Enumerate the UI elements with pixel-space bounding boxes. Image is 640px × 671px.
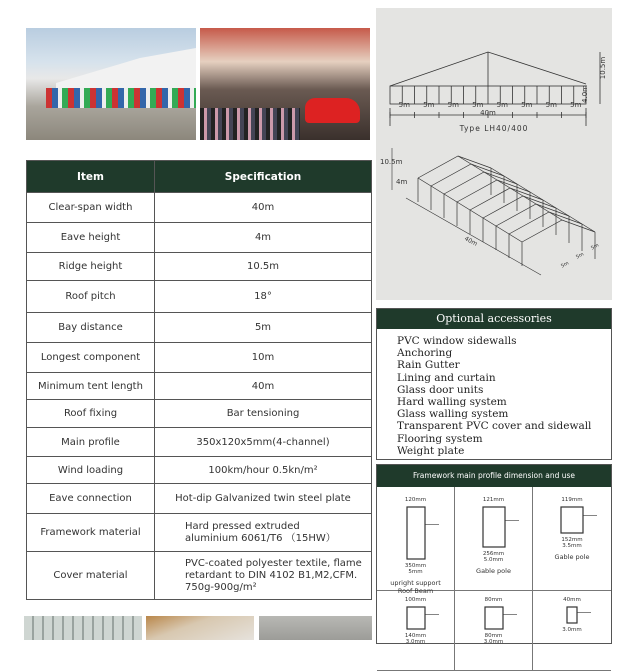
- spec-cell: 40m: [155, 193, 372, 223]
- bay-dimensions: [392, 101, 588, 109]
- accessory-item: Lining and curtain: [397, 371, 496, 384]
- table-row: [27, 193, 372, 223]
- spec-cell: 10m: [155, 343, 372, 373]
- profile-cell: [455, 591, 533, 671]
- spec-cell: 100km/hour 0.5kn/m²: [155, 457, 372, 484]
- profile-section-icon: [386, 604, 446, 632]
- accessory-item: Hard walling system: [397, 396, 507, 409]
- profile-width: 119mm: [561, 497, 583, 503]
- optional-accessories-box: [376, 308, 612, 460]
- spec-line: PVC-coated polyester textile, flame: [185, 557, 362, 569]
- item-cell: Wind loading: [27, 457, 155, 484]
- spec-cell: 5m: [155, 313, 372, 343]
- spec-line: aluminium 6061/T6 （15HW）: [185, 532, 336, 544]
- table-row: [27, 373, 372, 400]
- front-elevation-drawing: [376, 8, 612, 140]
- table-row: [27, 253, 372, 281]
- item-cell: Minimum tent length: [27, 373, 155, 400]
- profile-label-2: Roof Beam: [397, 587, 434, 595]
- accessory-item: Transparent PVC cover and sidewall: [397, 420, 592, 433]
- spec-cell: 18°: [155, 281, 372, 313]
- profile-section-icon: [464, 604, 524, 632]
- table-row: [27, 457, 372, 484]
- profile-thickness: 3.5mm: [562, 543, 582, 549]
- length-label: 40m: [463, 235, 479, 248]
- bay-label: 5m: [570, 101, 582, 109]
- bay-label: 5m: [447, 101, 459, 109]
- profile-width: 80mm: [484, 597, 503, 603]
- table-row: [27, 281, 372, 313]
- accessory-item: Flooring system: [397, 432, 483, 445]
- item-cell: Eave height: [27, 223, 155, 253]
- profile-width: 121mm: [482, 497, 505, 503]
- profile-height: 152mm: [561, 537, 583, 543]
- item-cell: Ridge height: [27, 253, 155, 281]
- profile-label: upright support: [390, 579, 441, 587]
- profile-width: 120mm: [404, 497, 427, 503]
- profile-height: 256mm: [482, 551, 505, 557]
- bay-label: 5m: [545, 101, 557, 109]
- table-row: [27, 343, 372, 373]
- profile-section-icon: [464, 504, 524, 550]
- ridge-height-label: 10.5m: [599, 56, 608, 80]
- accessory-item: Weight plate: [397, 444, 465, 457]
- bay-label: 5m: [472, 101, 484, 109]
- isometric-frame-drawing: [376, 140, 612, 300]
- bay-label: 5m: [575, 251, 585, 261]
- bay-label: 5m: [521, 101, 533, 109]
- table-row: [27, 514, 372, 552]
- eave-height-label: 4.0m: [580, 85, 589, 103]
- accessory-item: Anchoring: [397, 347, 453, 360]
- spec-cell: 4m: [155, 223, 372, 253]
- bay-label: 5m: [423, 101, 435, 109]
- bay-label: 5m: [560, 260, 570, 270]
- accessory-item: PVC window sidewalls: [397, 335, 517, 347]
- spec-cell: [155, 552, 372, 600]
- profile-section-icon: [386, 504, 446, 562]
- front-elevation-diagram: [376, 8, 612, 140]
- header-specification: Specification: [155, 161, 372, 193]
- header-item: Item: [27, 161, 155, 193]
- profile-label: Gable pole: [476, 567, 511, 575]
- profile-height: 80mm: [484, 633, 503, 639]
- accessories-title: Optional accessories: [377, 309, 611, 329]
- profile-cell: [533, 487, 611, 591]
- profile-width: 40mm: [563, 597, 581, 603]
- profile-thickness: 5mm: [408, 569, 423, 575]
- table-row: [27, 400, 372, 428]
- profile-thickness: 3.0mm: [562, 627, 582, 633]
- profile-thickness: 3.0mm: [483, 639, 504, 645]
- ridge-height-label: 10.5m: [380, 158, 403, 166]
- profile-thickness: 3.0mm: [405, 639, 426, 645]
- exhibition-tent-photo: [26, 28, 196, 140]
- table-row: [27, 428, 372, 457]
- anchoring-photo: [259, 616, 372, 640]
- accessory-item: Glass door units: [397, 383, 484, 396]
- spec-cell: [155, 514, 372, 552]
- profile-height: 350mm: [404, 563, 427, 569]
- spec-line: 750g-900g/m²: [185, 581, 257, 593]
- accessory-item: Glass walling system: [397, 408, 509, 421]
- spec-cell: Hot-dip Galvanized twin steel plate: [155, 484, 372, 514]
- isometric-frame-diagram: [376, 140, 612, 300]
- spec-line: retardant to DIN 4102 B1,M2,CFM.: [185, 569, 358, 581]
- eave-height-label: 4m: [396, 178, 408, 186]
- profile-section-icon: [542, 604, 602, 626]
- profile-cell: [455, 487, 533, 591]
- spec-cell: 10.5m: [155, 253, 372, 281]
- item-cell: Framework material: [27, 514, 155, 552]
- bay-label: 5m: [590, 242, 600, 252]
- fabric-cover-photo: [146, 616, 254, 640]
- spec-cell: 350x120x5mm(4-channel): [155, 428, 372, 457]
- profile-cell: [377, 487, 455, 595]
- profile-cell: [533, 591, 611, 671]
- item-cell: Roof fixing: [27, 400, 155, 428]
- profile-height: 140mm: [404, 633, 427, 639]
- glass-wall-photo: [24, 616, 142, 640]
- accessory-item: Rain Gutter: [397, 359, 460, 372]
- item-cell: Bay distance: [27, 313, 155, 343]
- profile-thickness: 5.0mm: [483, 557, 504, 563]
- spec-cell: Bar tensioning: [155, 400, 372, 428]
- item-cell: Main profile: [27, 428, 155, 457]
- table-row: [27, 484, 372, 514]
- type-label: Type LH40/400: [459, 124, 529, 133]
- spec-line: Hard pressed extruded: [185, 520, 300, 532]
- table-header-row: [27, 161, 372, 193]
- item-cell: Roof pitch: [27, 281, 155, 313]
- total-width-label: 40m: [480, 109, 496, 117]
- spec-cell: 40m: [155, 373, 372, 400]
- bay-label: 5m: [398, 101, 410, 109]
- specification-table: [26, 160, 372, 600]
- profile-width: 100mm: [404, 597, 427, 603]
- table-row: [27, 313, 372, 343]
- framework-profile-box: [376, 464, 612, 644]
- item-cell: Eave connection: [27, 484, 155, 514]
- table-row: [27, 552, 372, 600]
- profile-label: Gable pole: [554, 553, 590, 561]
- profile-section-icon: [542, 504, 602, 536]
- item-cell: Clear-span width: [27, 193, 155, 223]
- profile-cell: [377, 591, 455, 671]
- framework-title: Framework main profile dimension and use: [377, 465, 611, 487]
- tent-interior-crowd-photo: [200, 28, 370, 140]
- item-cell: Cover material: [27, 552, 155, 600]
- bay-label: 5m: [496, 101, 508, 109]
- item-cell: Longest component: [27, 343, 155, 373]
- table-row: [27, 223, 372, 253]
